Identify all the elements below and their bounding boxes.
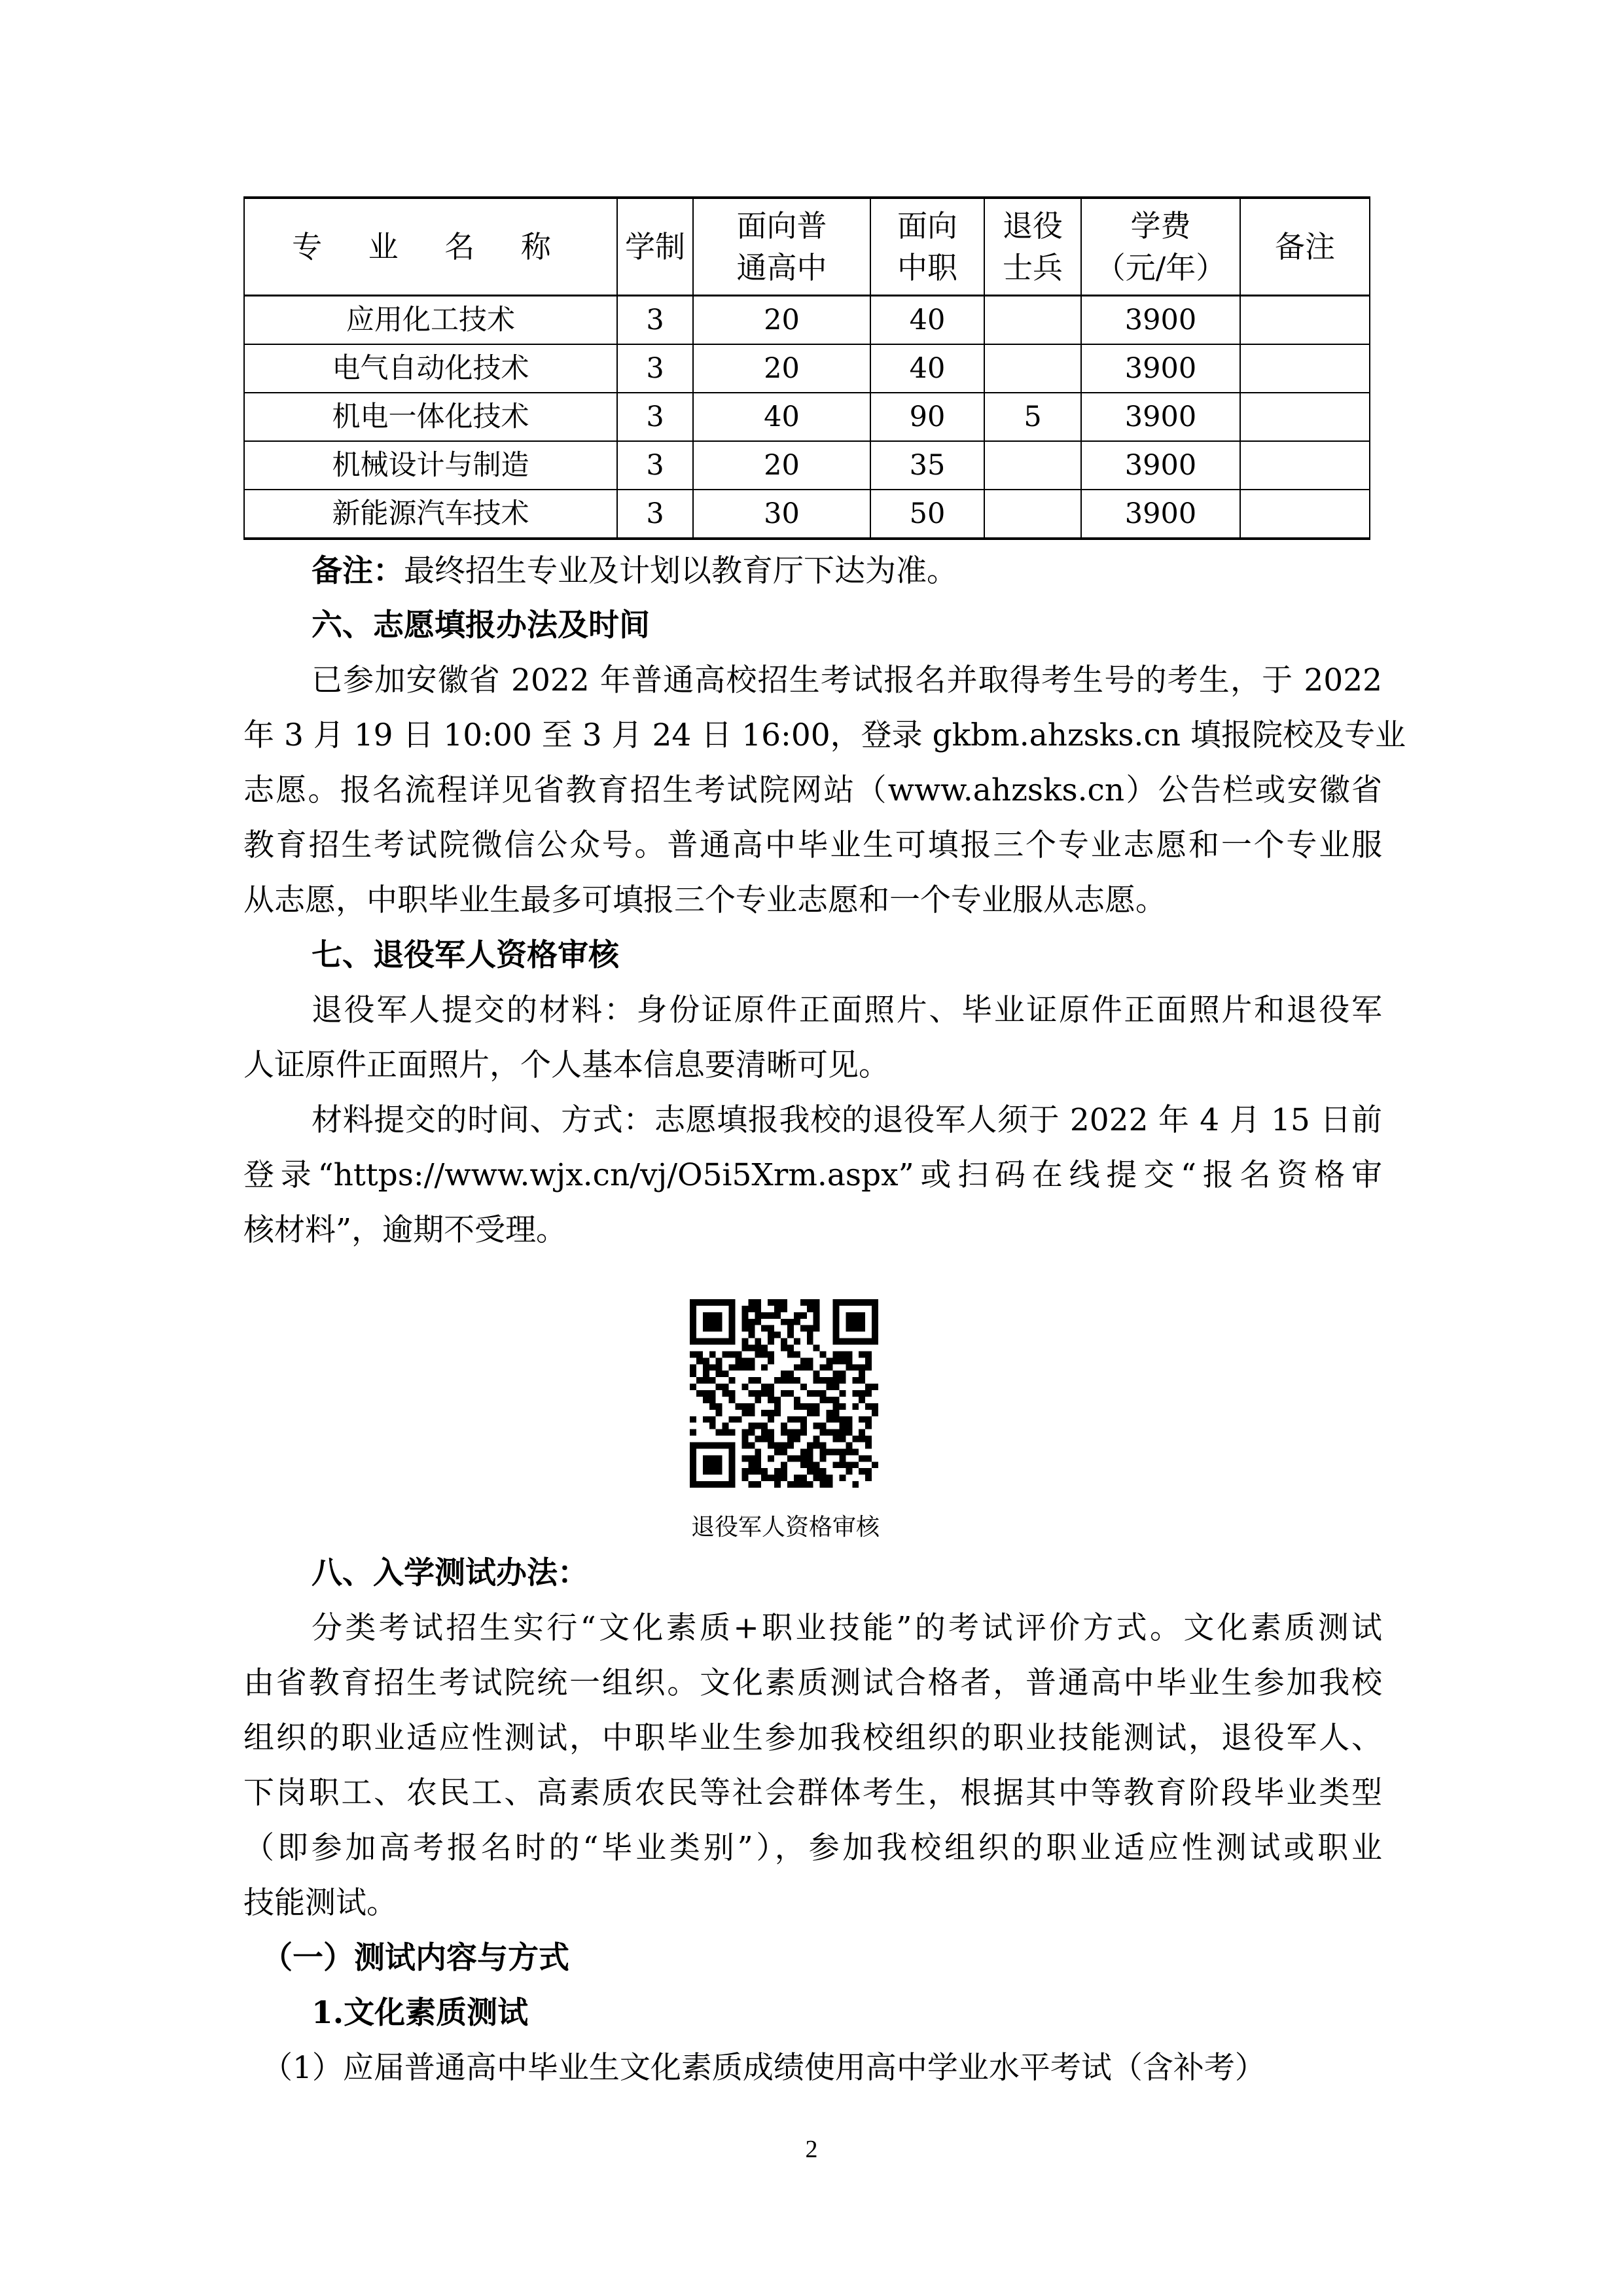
- cell-major-name: 机械设计与制造: [244, 441, 617, 490]
- cell-general-high: 20: [693, 441, 870, 490]
- header-veterans: 退役 士兵: [984, 198, 1081, 296]
- table-row: [244, 296, 1370, 345]
- cell-veterans: 5: [984, 393, 1081, 441]
- cell-remarks: [1240, 393, 1370, 441]
- section-8-line: 组织的职业适应性测试，中职毕业生参加我校组织的职业技能测试，退役军人、: [243, 1720, 1382, 1756]
- cell-vocational: 35: [870, 441, 984, 490]
- header-general-high: 面向普 通高中: [693, 198, 870, 296]
- cell-vocational: 90: [870, 393, 984, 441]
- section-8-line: 分类考试招生实行“文化素质+职业技能”的考试评价方式。文化素质测试: [312, 1610, 1382, 1646]
- cell-remarks: [1240, 441, 1370, 490]
- cell-major-name: 应用化工技术: [244, 296, 617, 345]
- table-note: [243, 547, 1382, 596]
- cell-major-name: 机电一体化技术: [244, 393, 617, 441]
- subsection-1-1-heading: 1.文化素质测试: [312, 1995, 529, 2031]
- section-8-line: （即参加高考报名时的“毕业类别”），参加我校组织的职业适应性测试或职业: [243, 1830, 1382, 1866]
- section-7-submission-line[interactable]: 登录“https://www.wjx.cn/vj/O5i5Xrm.aspx”或扫码在线提交“报名资格审: [243, 1157, 1382, 1193]
- section-7-submission-line: 核材料”，逾期不受理。: [243, 1212, 567, 1248]
- cell-veterans: [984, 490, 1081, 539]
- table-row: [244, 490, 1370, 539]
- header-years: 学制: [617, 198, 693, 296]
- section-6-line: 教育招生考试院微信公众号。普通高中毕业生可填报三个专业志愿和一个专业服: [243, 827, 1382, 863]
- table-row: [244, 344, 1370, 393]
- table-row: [244, 393, 1370, 441]
- page-number: 2: [805, 2136, 818, 2163]
- section-8-heading: 八、入学测试办法：: [312, 1555, 588, 1591]
- cell-remarks: [1240, 490, 1370, 539]
- enrollment-plan-table: [243, 196, 1370, 540]
- cell-tuition: 3900: [1081, 393, 1240, 441]
- section-7-heading: 七、退役军人资格审核: [312, 937, 619, 973]
- cell-years: 3: [617, 344, 693, 393]
- section-8-line: 下岗职工、农民工、高素质农民等社会群体考生，根据其中等教育阶段毕业类型: [243, 1775, 1382, 1811]
- section-7-submission-line: 材料提交的时间、方式：志愿填报我校的退役军人须于 2022 年 4 月 15 日前: [312, 1102, 1382, 1138]
- cell-remarks: [1240, 344, 1370, 393]
- section-8-line: 技能测试。: [243, 1885, 397, 1921]
- section-7-materials-line: 退役军人提交的材料：身份证原件正面照片、毕业证原件正面照片和退役军: [312, 992, 1382, 1028]
- subsection-1-1-item-1: （1）应届普通高中毕业生文化素质成绩使用高中学业水平考试（含补考）: [262, 2050, 1266, 2086]
- cell-veterans: [984, 441, 1081, 490]
- cell-general-high: 30: [693, 490, 870, 539]
- section-7-materials-line: 人证原件正面照片，个人基本信息要清晰可见。: [243, 1047, 889, 1083]
- cell-general-high: 20: [693, 296, 870, 345]
- cell-tuition: 3900: [1081, 296, 1240, 345]
- section-8-line: 由省教育招生考试院统一组织。文化素质测试合格者，普通高中毕业生参加我校: [243, 1665, 1382, 1701]
- cell-vocational: 40: [870, 344, 984, 393]
- cell-veterans: [984, 344, 1081, 393]
- qr-caption: 退役军人资格审核: [690, 1514, 880, 1541]
- cell-years: 3: [617, 393, 693, 441]
- cell-major-name: 电气自动化技术: [244, 344, 617, 393]
- note-label: 备注：: [312, 553, 404, 589]
- subsection-1-heading: （一）测试内容与方式: [262, 1940, 569, 1976]
- cell-tuition: 3900: [1081, 490, 1240, 539]
- section-6-line: 年 3 月 19 日 10:00 至 3 月 24 日 16:00，登录 gkbm.ahzsks.cn 填报院校及专业: [243, 717, 1406, 753]
- cell-vocational: 40: [870, 296, 984, 345]
- cell-major-name: 新能源汽车技术: [244, 490, 617, 539]
- cell-years: 3: [617, 441, 693, 490]
- cell-general-high: 20: [693, 344, 870, 393]
- qr-code-icon[interactable]: [690, 1299, 878, 1488]
- section-6-line: 已参加安徽省 2022 年普通高校招生考试报名并取得考生号的考生，于 2022: [312, 662, 1382, 698]
- cell-general-high: 40: [693, 393, 870, 441]
- table-header-row: [244, 198, 1370, 296]
- cell-vocational: 50: [870, 490, 984, 539]
- table-row: [244, 441, 1370, 490]
- cell-years: 3: [617, 490, 693, 539]
- section-6-line: 志愿。报名流程详见省教育招生考试院网站（www.ahzsks.cn）公告栏或安徽省: [243, 772, 1382, 808]
- cell-tuition: 3900: [1081, 441, 1240, 490]
- section-6-heading: 六、志愿填报办法及时间: [312, 607, 650, 643]
- cell-remarks: [1240, 296, 1370, 345]
- cell-tuition: 3900: [1081, 344, 1240, 393]
- cell-veterans: [984, 296, 1081, 345]
- header-remarks: 备注: [1240, 198, 1370, 296]
- header-vocational: 面向 中职: [870, 198, 984, 296]
- header-major-name: 专 业 名 称: [244, 198, 617, 296]
- header-tuition: 学费 （元/年）: [1081, 198, 1240, 296]
- note-text: 最终招生专业及计划以教育厅下达为准。: [404, 553, 957, 589]
- cell-years: 3: [617, 296, 693, 345]
- section-6-line: 从志愿，中职毕业生最多可填报三个专业志愿和一个专业服从志愿。: [243, 882, 1166, 918]
